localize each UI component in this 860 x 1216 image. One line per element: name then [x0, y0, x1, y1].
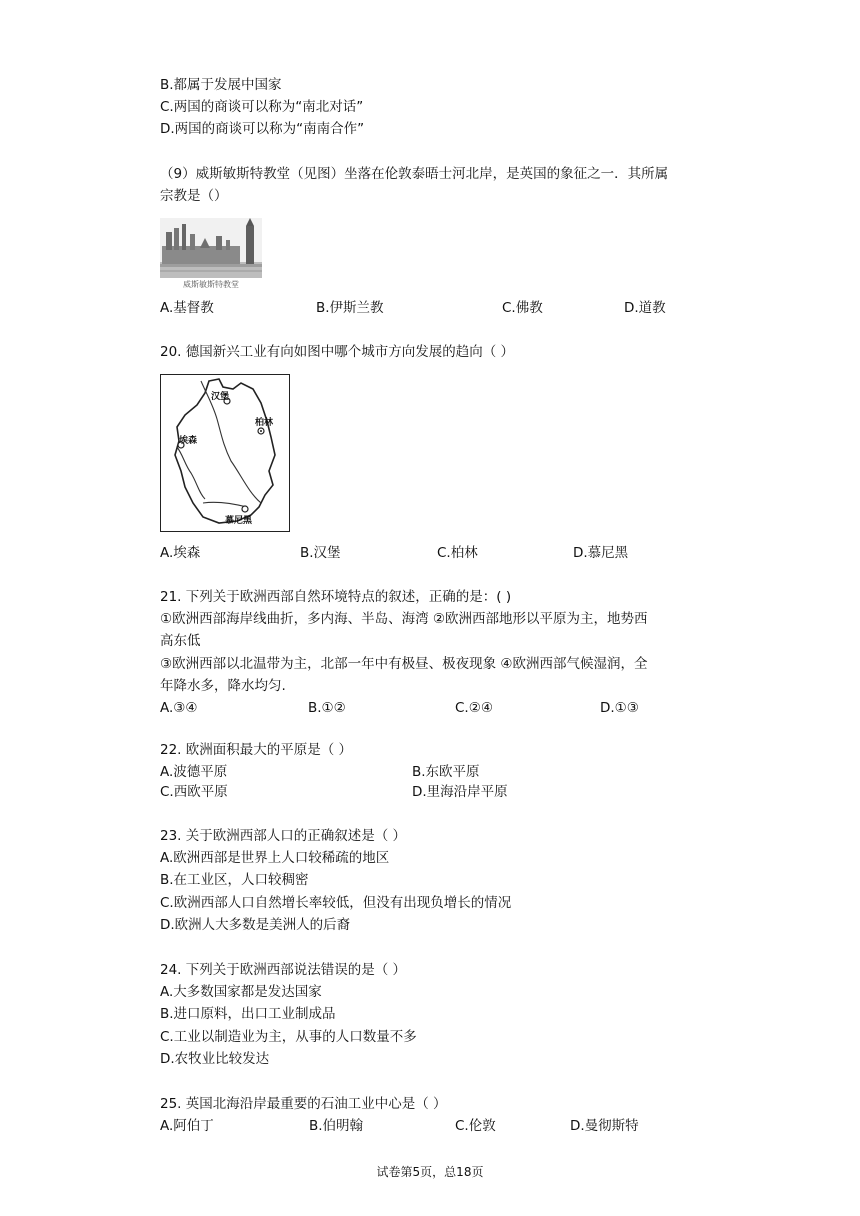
prev-option-d: D.两国的商谈可以称为“南南合作” [160, 121, 365, 137]
q9-stem-line2: 宗教是（） [160, 188, 228, 204]
q23-option-b: B.在工业区，人口较稠密 [160, 872, 309, 888]
hamburg-label: 汉堡 [211, 392, 230, 402]
q20-option-b: B.汉堡 [300, 545, 341, 561]
berlin-marker-dot [260, 430, 262, 432]
q25-option-d: D.曼彻斯特 [570, 1118, 639, 1134]
q25-option-b: B.伯明翰 [309, 1118, 364, 1134]
page-footer: 试卷第5页，总18页 [376, 1165, 484, 1179]
q24-option-a: A.大多数国家都是发达国家 [160, 984, 322, 1000]
river-line [201, 381, 261, 503]
q20-option-c: C.柏林 [437, 545, 478, 561]
danube-river [203, 502, 247, 507]
q24-stem: 24. 下列关于欧洲西部说法错误的是（ ） [160, 962, 407, 978]
q21-line2: 高东低 [160, 633, 201, 649]
q20-option-a: A.埃森 [160, 545, 201, 561]
q24-option-c: C.工业以制造业为主，从事的人口数量不多 [160, 1029, 417, 1045]
q25-stem: 25. 英国北海沿岸最重要的石油工业中心是（ ） [160, 1096, 447, 1112]
q24-option-b: B.进口原料，出口工业制成品 [160, 1006, 336, 1022]
q22-option-d: D.里海沿岸平原 [412, 784, 508, 800]
q23-option-c: C.欧洲西部人口自然增长率较低，但没有出现负增长的情况 [160, 895, 512, 911]
q22-option-c: C.西欧平原 [160, 784, 228, 800]
q23-option-a: A.欧洲西部是世界上人口较稀疏的地区 [160, 850, 390, 866]
photo-caption: 威斯敏斯特教堂 [183, 280, 239, 289]
q21-option-c: C.②④ [455, 700, 493, 716]
q9-stem-line1: （9）威斯敏斯特教堂（见图）坐落在伦敦泰晤士河北岸，是英国的象征之一．其所属 [160, 166, 669, 182]
q25-option-a: A.阿伯丁 [160, 1118, 214, 1134]
q21-stem: 21. 下列关于欧洲西部自然环境特点的叙述，正确的是：( ) [160, 589, 512, 605]
q9-option-b: B.伊斯兰教 [316, 300, 384, 316]
q9-option-c: C.佛教 [502, 300, 543, 316]
prev-option-c: C.两国的商谈可以称为“南北对话” [160, 99, 364, 115]
essen-label: 埃森 [179, 436, 198, 446]
q22-option-b: B.东欧平原 [412, 764, 480, 780]
q21-option-a: A.③④ [160, 700, 198, 716]
q21-option-b: B.①② [308, 700, 346, 716]
q23-option-d: D.欧洲人大多数是美洲人的后裔 [160, 917, 351, 933]
westminster-photo [160, 218, 262, 290]
q9-option-a: A.基督教 [160, 300, 214, 316]
q22-stem: 22. 欧洲面积最大的平原是（ ） [160, 742, 353, 758]
q21-line3: ③欧洲西部以北温带为主，北部一年中有极昼、极夜现象 ④欧洲西部气候湿润，全 [160, 656, 648, 672]
q9-option-d: D.道教 [624, 300, 666, 316]
q22-option-a: A.波德平原 [160, 764, 228, 780]
q24-option-d: D.农牧业比较发达 [160, 1051, 270, 1067]
q20-option-d: D.慕尼黑 [573, 545, 629, 561]
munich-marker [242, 506, 248, 512]
q20-stem: 20. 德国新兴工业有向如图中哪个城市方向发展的趋向（ ） [160, 344, 515, 360]
munich-label: 慕尼黑 [225, 516, 253, 526]
berlin-label: 柏林 [255, 418, 274, 428]
q23-stem: 23. 关于欧洲西部人口的正确叙述是（ ） [160, 828, 407, 844]
q25-option-c: C.伦敦 [455, 1118, 496, 1134]
q21-line1: ①欧洲西部海岸线曲折，多内海、半岛、海湾 ②欧洲西部地形以平原为主，地势西 [160, 611, 648, 627]
prev-option-b: B.都属于发展中国家 [160, 77, 282, 93]
q21-line4: 年降水多，降水均匀. [160, 678, 286, 694]
germany-map [160, 374, 290, 532]
q21-option-d: D.①③ [600, 700, 639, 716]
